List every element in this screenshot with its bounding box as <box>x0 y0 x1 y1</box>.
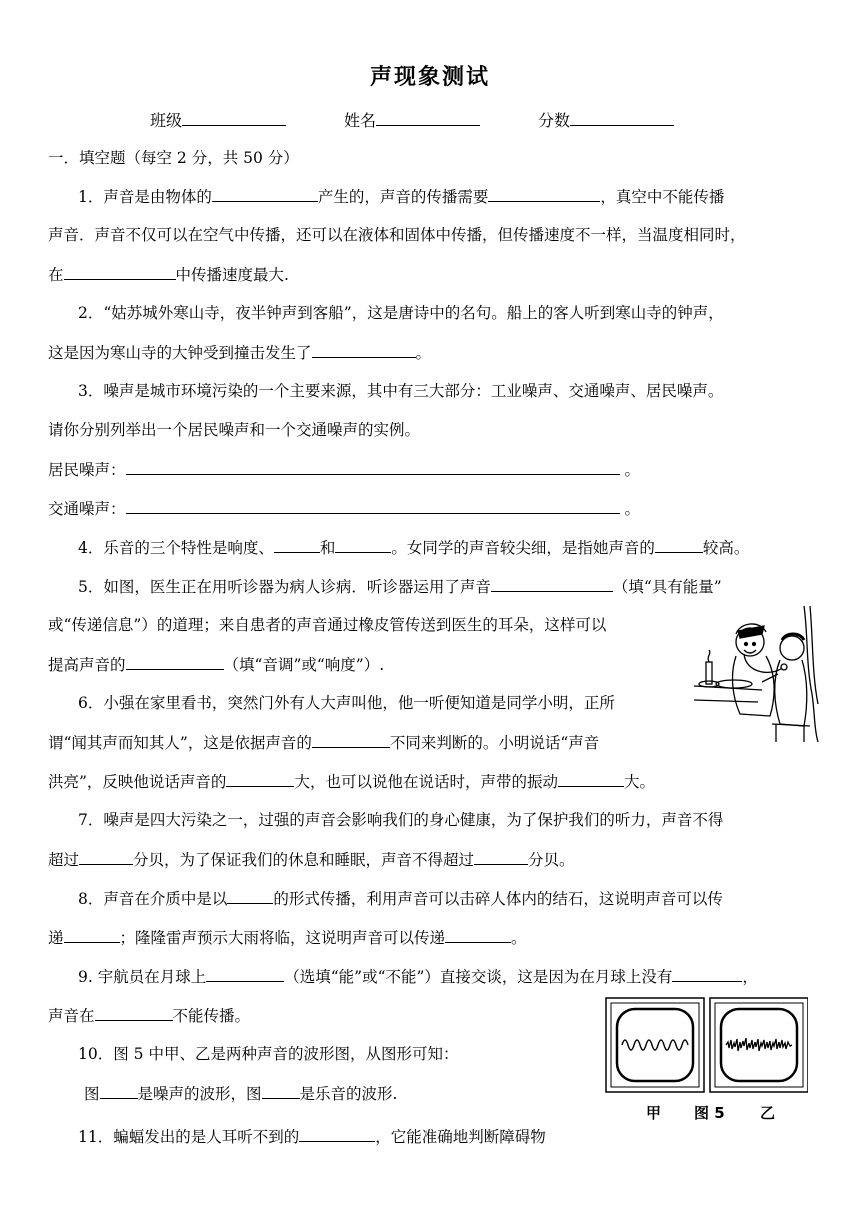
name-label: 姓名 <box>344 111 377 130</box>
question-8-line-1 <box>78 888 723 909</box>
question-4 <box>78 537 749 558</box>
q11-text-a: 11．蝙蝠发出的是人耳听不到的 <box>78 1128 300 1146</box>
question-8-line-2 <box>48 927 527 948</box>
section-heading: 一．填空题（每空 2 分，共 50 分） <box>48 149 299 167</box>
q4-text-c: 。女同学的声音较尖细，是指她声音的 <box>391 539 655 557</box>
question-9-line-1 <box>78 966 758 987</box>
score-field <box>538 108 674 131</box>
answer-blank[interactable] <box>262 1083 300 1099</box>
name-blank[interactable] <box>376 110 480 126</box>
figure-5-label-yi: 乙 <box>760 1104 776 1122</box>
answer-blank[interactable] <box>312 732 390 748</box>
question-1-line-1 <box>78 186 724 207</box>
question-2-line-1: 2．“姑苏城外寒山寺，夜半钟声到客船”，这是唐诗中的名句。船上的客人听到寒山寺的钟声， <box>78 304 724 322</box>
question-7-line-1: 7．噪声是四大污染之一，过强的声音会影响我们的身心健康，为了保护我们的听力，声音不得 <box>78 811 724 829</box>
traffic-noise-label: 交通噪声： <box>48 500 126 518</box>
question-10-line-1: 10．图 5 中甲、乙是两种声音的波形图，从图形可知： <box>78 1045 459 1063</box>
q9-text-a: 9. 宇航员在月球上 <box>78 968 207 986</box>
q8-text-c: 递 <box>48 929 64 947</box>
q9-text-d: 声音在 <box>48 1007 95 1025</box>
q8-text-b: 的形式传播，利用声音可以击碎人体内的结石，这说明声音可以传 <box>273 890 723 908</box>
q5-text-b: （填“具有能量” <box>612 578 722 596</box>
question-3-line-2: 请你分别列举出一个居民噪声和一个交通噪声的实例。 <box>48 421 421 439</box>
q11-text-b: ，它能准确地判断障碍物 <box>375 1128 546 1146</box>
answer-blank[interactable] <box>558 771 624 787</box>
q4-text-b: 和 <box>319 539 336 557</box>
figure-5-label-jia: 甲 <box>646 1104 662 1122</box>
q3-end: 。 <box>624 500 640 518</box>
answer-blank[interactable] <box>335 537 391 553</box>
waveform-yi <box>710 998 808 1092</box>
q3-end: 。 <box>624 461 640 479</box>
question-3-line-1: 3．噪声是城市环境污染的一个主要来源，其中有三大部分：工业噪声、交通噪声、居民噪声。 <box>78 382 724 400</box>
q6-text-a: 谓“闻其声而知其人”，这是依据声音的 <box>48 734 312 752</box>
score-label: 分数 <box>538 111 571 130</box>
q4-text-a: 4．乐音的三个特性是响度、 <box>78 539 274 557</box>
answer-blank[interactable] <box>227 888 273 904</box>
answer-blank[interactable] <box>95 1005 173 1021</box>
answer-blank[interactable] <box>226 771 294 787</box>
q7-text-c: 分贝。 <box>528 851 575 869</box>
waveform-jia <box>606 998 704 1092</box>
resident-noise-label: 居民噪声： <box>48 461 126 479</box>
score-blank[interactable] <box>570 110 674 126</box>
class-field <box>150 108 286 131</box>
answer-blank[interactable] <box>100 1083 138 1099</box>
q1-text-b: 产生的，声音的传播需要 <box>317 188 489 206</box>
figure-5-waveforms <box>604 996 808 1096</box>
answer-blank[interactable] <box>672 966 742 982</box>
q1-text-e: 中传播速度最大. <box>175 266 289 284</box>
question-1-line-2: 声音．声音不仅可以在空气中传播，还可以在液体和固体中传播，但传播速度不一样，当温度相同时， <box>48 226 746 244</box>
question-1-line-3 <box>48 264 289 285</box>
q8-text-a: 8．声音在介质中是以 <box>78 890 228 908</box>
question-11-line-1 <box>78 1126 546 1147</box>
answer-blank[interactable] <box>126 459 620 475</box>
answer-blank[interactable] <box>212 186 318 202</box>
q7-text-b: 分贝，为了保证我们的休息和睡眠，声音不得超过 <box>133 851 475 869</box>
answer-blank[interactable] <box>655 537 703 553</box>
q6-text-d: 大，也可以说他在说话时，声带的振动 <box>294 773 558 791</box>
class-label: 班级 <box>150 111 183 130</box>
q9-text-e: 不能传播。 <box>172 1007 251 1025</box>
q8-text-d: ；隆隆雷声预示大雨将临，这说明声音可以传递 <box>119 929 446 947</box>
doctor-stethoscope-illustration <box>692 604 822 744</box>
question-6-line-2 <box>48 732 599 753</box>
q9-text-b: （选填“能”或“不能”）直接交谈，这是因为在月球上没有 <box>284 968 673 986</box>
question-2-line-2 <box>48 342 431 363</box>
q10-text-a: 图 <box>84 1085 100 1103</box>
q6-text-e: 大。 <box>623 773 655 791</box>
answer-blank[interactable] <box>79 849 133 865</box>
answer-blank[interactable] <box>445 927 511 943</box>
class-blank[interactable] <box>182 110 286 126</box>
figure-5-caption: 图 5 <box>694 1104 725 1122</box>
answer-blank[interactable] <box>64 264 176 280</box>
traffic-noise-row <box>48 498 640 519</box>
q1-text-d: 在 <box>48 266 64 284</box>
answer-blank[interactable] <box>64 927 120 943</box>
resident-noise-row <box>48 459 640 480</box>
question-5-line-1 <box>78 576 722 597</box>
answer-blank[interactable] <box>126 498 620 514</box>
question-9-line-2 <box>48 1005 250 1026</box>
answer-blank[interactable] <box>206 966 284 982</box>
q6-text-b: 不同来判断的。小明说话“声音 <box>389 734 600 752</box>
answer-blank[interactable] <box>274 537 320 553</box>
q10-text-b: 是噪声的波形，图 <box>137 1085 262 1103</box>
q1-text-a: 1．声音是由物体的 <box>78 188 212 206</box>
q5-text-d: （填“音调”或“响度”）. <box>223 656 385 674</box>
q8-text-e: 。 <box>511 929 527 947</box>
q2-text-b: 。 <box>415 344 432 362</box>
q1-text-c: ，真空中不能传播 <box>600 188 725 206</box>
name-field <box>344 108 480 131</box>
answer-blank[interactable] <box>491 576 613 592</box>
q7-text-a: 超过 <box>48 851 80 869</box>
q9-text-c: ， <box>742 968 758 986</box>
question-5-line-2: 或“传递信息”）的道理；来自患者的声音通过橡皮管传送到医生的耳朵，这样可以 <box>48 616 607 634</box>
answer-blank[interactable] <box>312 342 416 358</box>
question-10-line-2 <box>84 1083 397 1104</box>
answer-blank[interactable] <box>299 1126 375 1142</box>
q6-text-c: 洪亮”，反映他说话声音的 <box>48 773 227 791</box>
question-6-line-3 <box>48 771 655 792</box>
q5-text-a: 5．如图，医生正在用听诊器为病人诊病．听诊器运用了声音 <box>78 578 491 596</box>
q4-text-d: 较高。 <box>702 539 750 557</box>
page-title: 声现象测试 <box>369 64 490 90</box>
q2-text-a: 这是因为寒山寺的大钟受到撞击发生了 <box>48 344 312 362</box>
q10-text-c: 是乐音的波形. <box>299 1085 398 1103</box>
question-7-line-2 <box>48 849 575 870</box>
answer-blank[interactable] <box>474 849 528 865</box>
answer-blank[interactable] <box>126 654 224 670</box>
answer-blank[interactable] <box>488 186 600 202</box>
q5-text-c: 提高声音的 <box>48 656 126 674</box>
question-6-line-1: 6．小强在家里看书，突然门外有人大声叫他，他一听便知道是同学小明，正所 <box>78 694 615 712</box>
question-5-line-3 <box>48 654 384 675</box>
